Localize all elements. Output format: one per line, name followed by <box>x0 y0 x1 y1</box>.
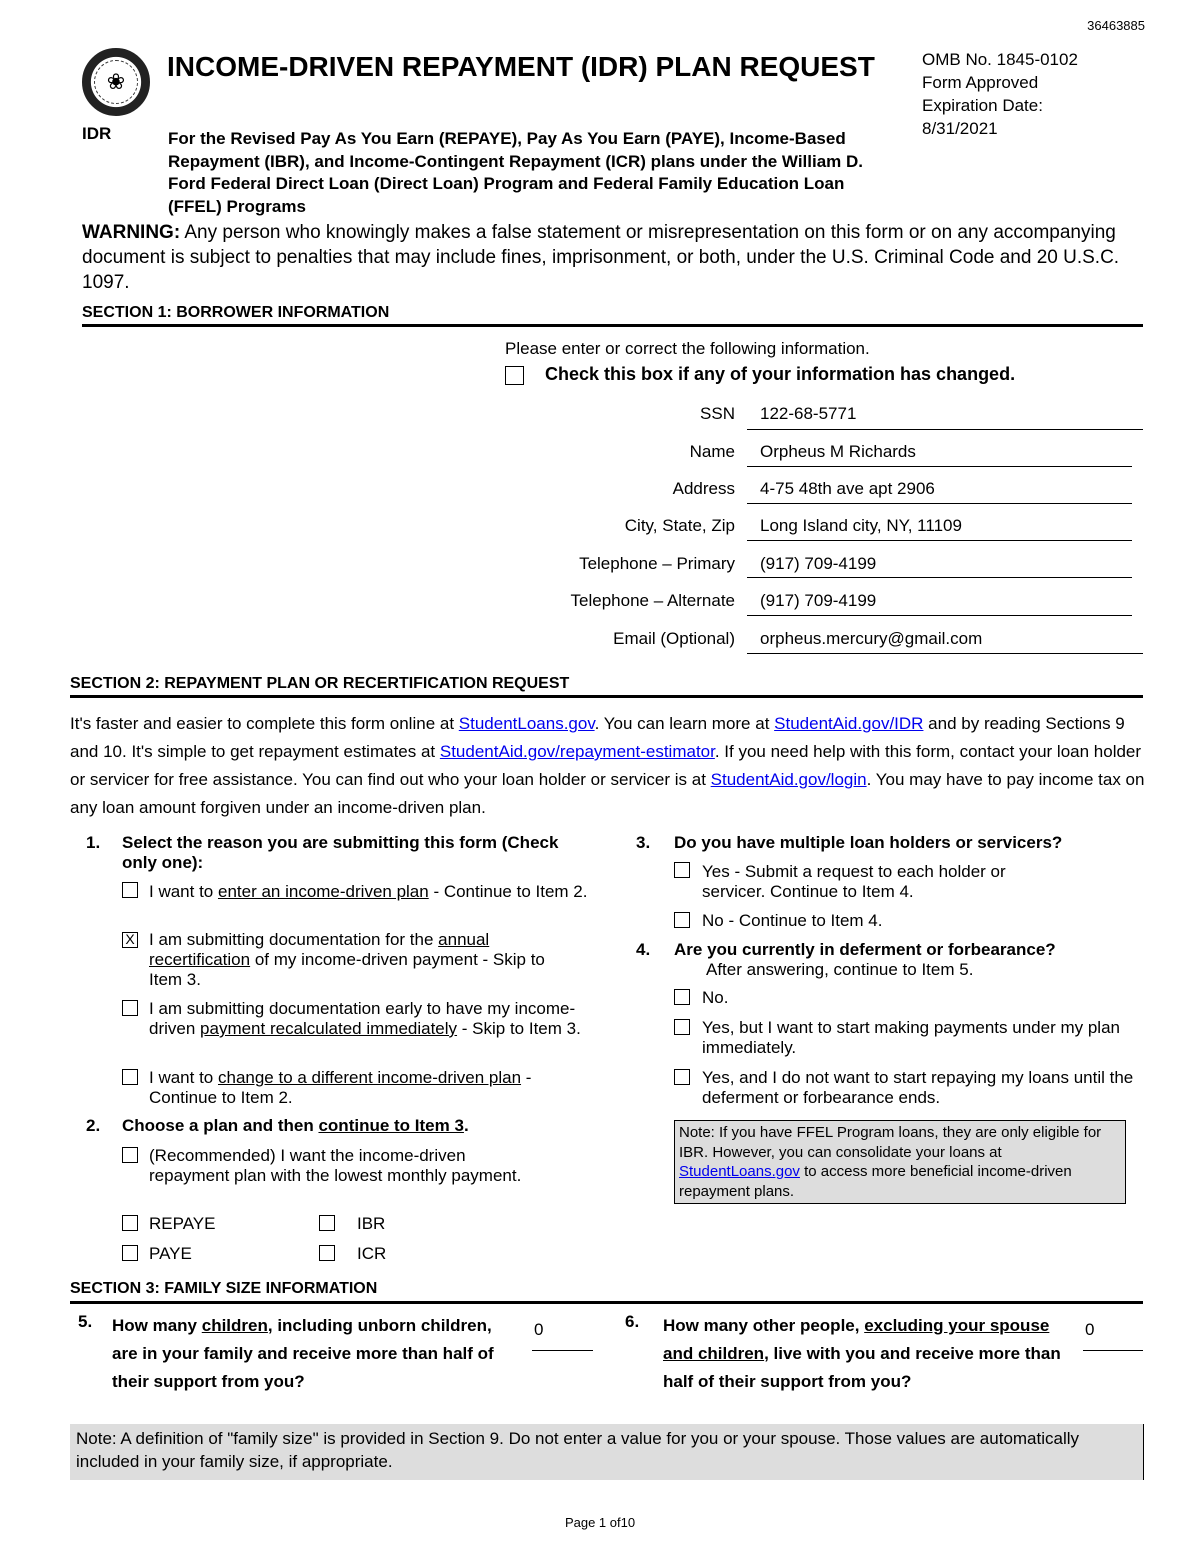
family-size-note: Note: A definition of "family size" is provided in Section 9. Do not enter a value for you or your spouse. Those values are automatically included in your family size, if appropriate. <box>70 1424 1144 1480</box>
q1-question: Select the reason you are submitting this form (Check only one): <box>122 833 559 872</box>
repaye-label: REPAYE <box>149 1214 216 1233</box>
phone-primary-underline <box>747 577 1132 578</box>
section2-title: SECTION 2: REPAYMENT PLAN OR RECERTIFICATION REQUEST <box>70 675 570 692</box>
recommended-plan-checkbox[interactable] <box>122 1147 138 1163</box>
q5-text-u: children <box>201 1316 268 1335</box>
q6-text-a: How many other people, <box>663 1316 865 1335</box>
name-label: Name <box>689 442 735 461</box>
q3-question: Do you have multiple loan holders or servicers? <box>674 833 1063 852</box>
repayment-estimator-link[interactable]: StudentAid.gov/repayment-estimator <box>439 742 715 761</box>
ssn-label: SSN <box>700 404 735 423</box>
address-field[interactable]: 4-75 48th ave apt 2906 <box>760 479 935 498</box>
q1-option-1-checkbox[interactable] <box>122 882 138 898</box>
q1-option-3-checkbox[interactable] <box>122 1000 138 1016</box>
form-approved: Form Approved <box>922 73 1039 92</box>
q3-yes-label: Yes - Submit a request to each holder or servicer. Continue to Item 4. <box>702 862 1006 901</box>
paye-label: PAYE <box>149 1244 192 1263</box>
ffel-note-text-a: Note: If you have FFEL Program loans, they are only eligible for IBR. However, you can consolidate your loans at <box>679 1124 1102 1161</box>
phone-alternate-field[interactable]: (917) 709-4199 <box>760 591 877 610</box>
q1-opt3-a: I am submitting documentation early to have my income-driven <box>149 999 576 1038</box>
city-underline <box>747 540 1132 541</box>
q6-text-u: excluding your spouse and children <box>663 1316 1050 1363</box>
phone-primary-field[interactable]: (917) 709-4199 <box>760 554 877 573</box>
city-state-zip-label: City, State, Zip <box>624 516 735 535</box>
phone-primary-label: Telephone – Primary <box>579 554 735 573</box>
q2-number: 2. <box>86 1116 101 1135</box>
ffel-note-studentloans-link[interactable]: StudentLoans.gov <box>679 1163 800 1180</box>
q1-number: 1. <box>86 833 101 852</box>
q1-option-1-label <box>149 882 589 902</box>
q2-question <box>122 1116 582 1136</box>
q1-option-4-label <box>149 1068 559 1108</box>
recommended-plan-label: (Recommended) I want the income-driven repayment plan with the lowest monthly payment. <box>149 1146 522 1185</box>
ffel-note-text-b: to access more beneficial income-driven repayment plans. <box>679 1163 1072 1200</box>
q4-yes-start-checkbox[interactable] <box>674 1019 690 1035</box>
q3-yes-checkbox[interactable] <box>674 862 690 878</box>
q1-opt1-b: - Continue to Item 2. <box>428 882 588 901</box>
q5-text-b: , including unborn children, are in your family and receive more than half of their support from you? <box>112 1316 494 1391</box>
q1-opt4-u: change to a different income-driven plan <box>217 1068 522 1087</box>
q5-number: 5. <box>78 1312 93 1331</box>
repaye-checkbox[interactable] <box>122 1215 138 1231</box>
q4-yes-start-label: Yes, but I want to start making payments under my plan immediately. <box>702 1018 1120 1057</box>
q1-option-3-label <box>149 999 589 1039</box>
q1-opt2-b: of my income-driven payment - Skip to Item 3. <box>149 950 545 989</box>
section1-rule <box>82 324 1143 327</box>
q6-number: 6. <box>625 1312 640 1331</box>
q4-question: Are you currently in deferment or forbearance? <box>674 940 1056 959</box>
q2-text-a: Choose a plan and then <box>122 1116 319 1135</box>
paye-checkbox[interactable] <box>122 1245 138 1261</box>
warning-label: WARNING: <box>82 222 181 243</box>
q2-text-u: continue to Item 3 <box>318 1116 464 1135</box>
q3-no-label: No - Continue to Item 4. <box>702 911 883 930</box>
ibr-checkbox[interactable] <box>319 1215 335 1231</box>
q6-answer-field[interactable]: 0 <box>1085 1320 1095 1339</box>
page-number: Page 1 of10 <box>564 1515 636 1530</box>
expiration-date: 8/31/2021 <box>922 119 998 138</box>
q1-opt3-b: - Skip to Item 3. <box>457 1019 581 1038</box>
section2-rule <box>70 695 1143 698</box>
q1-opt4-b: - Continue to Item 2. <box>149 1068 532 1107</box>
name-field[interactable]: Orpheus M Richards <box>760 442 916 461</box>
q1-opt2-a: I am submitting documentation for the <box>149 930 439 949</box>
q2-text-b: . <box>463 1116 469 1135</box>
q4-no-label: No. <box>702 988 729 1007</box>
omb-number: OMB No. 1845-0102 <box>922 50 1078 69</box>
intro-text-5: . You may have to pay income tax on any loan amount forgiven under an income-driven plan. <box>70 770 1145 817</box>
intro-text-2: . You can learn more at <box>594 714 775 733</box>
q4-no-checkbox[interactable] <box>674 989 690 1005</box>
form-code: IDR <box>82 124 112 143</box>
info-changed-checkbox[interactable] <box>505 366 524 385</box>
q6-text-b: , live with you and receive more than half of their support from you? <box>663 1344 1061 1391</box>
q4-yes-wait-label: Yes, and I do not want to start repaying my loans until the deferment or forbearance ends. <box>702 1068 1134 1107</box>
q5-answer-field[interactable]: 0 <box>534 1320 544 1339</box>
phone-alternate-underline <box>747 615 1132 616</box>
q3-number: 3. <box>636 833 651 852</box>
section2-intro <box>70 710 1145 822</box>
city-state-zip-field[interactable]: Long Island city, NY, 11109 <box>760 516 962 535</box>
q1-option-2-label <box>149 930 569 990</box>
q6-question <box>663 1312 1083 1396</box>
section1-title: SECTION 1: BORROWER INFORMATION <box>82 304 390 321</box>
warning-text: Any person who knowingly makes a false statement or misrepresentation on this form or on any accompanying document is subject to penalties that may include fines, imprisonment, or both, under the U.S. Criminal Code and 20 U.S.C. 1097. <box>82 222 1120 293</box>
q5-text-a: How many <box>112 1316 202 1335</box>
name-underline <box>747 466 1132 467</box>
q5-underline <box>532 1350 593 1351</box>
q6-underline <box>1083 1350 1143 1351</box>
email-underline <box>747 653 1143 654</box>
section1-instruction: Please enter or correct the following information. <box>505 339 870 358</box>
warning-notice <box>82 220 1142 295</box>
q5-question <box>112 1312 512 1396</box>
expiration-label: Expiration Date: <box>922 96 1043 115</box>
info-changed-label: Check this box if any of your information has changed. <box>545 364 1016 384</box>
form-subtitle: For the Revised Pay As You Earn (REPAYE), Pay As You Earn (PAYE), Income-Based Repayment (IBR), and Income-Contingent Repayment (ICR) plans under the William D. Ford Federal Direct Loan (Direct Loan) Program and Federal Family Education Loan (FFEL) Programs <box>168 129 864 216</box>
email-field[interactable]: orpheus.mercury@gmail.com <box>760 629 983 648</box>
department-seal-icon: ❀ <box>82 48 150 116</box>
form-title: INCOME-DRIVEN REPAYMENT (IDR) PLAN REQUEST <box>167 51 875 82</box>
intro-text-4: . If you need help with this form, contact your loan holder or servicer for free assistance. You can find out who your loan holder or servicer is at <box>70 742 1142 789</box>
ibr-label: IBR <box>357 1214 386 1233</box>
q4-yes-wait-checkbox[interactable] <box>674 1069 690 1085</box>
document-number: 36463885 <box>1087 18 1145 33</box>
q1-option-4-checkbox[interactable] <box>122 1069 138 1085</box>
studentaid-login-link[interactable]: StudentAid.gov/login <box>710 770 867 789</box>
phone-alternate-label: Telephone – Alternate <box>570 591 735 610</box>
intro-text-1: It's faster and easier to complete this form online at <box>70 714 459 733</box>
q1-option-2-checkbox[interactable]: X <box>122 932 138 948</box>
q1-opt1-a: I want to <box>149 882 218 901</box>
q3-no-checkbox[interactable] <box>674 912 690 928</box>
q1-opt2-u: annual recertification <box>149 930 490 969</box>
icr-label: ICR <box>357 1244 387 1263</box>
q4-number: 4. <box>636 940 651 959</box>
section3-title: SECTION 3: FAMILY SIZE INFORMATION <box>70 1280 378 1297</box>
q1-opt3-u: payment recalculated immediately <box>200 1019 458 1038</box>
intro-text-3: and by reading Sections 9 and 10. It's simple to get repayment estimates at <box>70 714 1125 761</box>
address-label: Address <box>672 479 735 498</box>
icr-checkbox[interactable] <box>319 1245 335 1261</box>
q1-opt1-u: enter an income-driven plan <box>217 882 429 901</box>
ssn-field[interactable]: 122-68-5771 <box>760 404 857 423</box>
ssn-underline <box>747 429 1143 430</box>
q1-opt4-a: I want to <box>149 1068 218 1087</box>
section3-rule <box>70 1301 1143 1304</box>
studentloans-link[interactable]: StudentLoans.gov <box>458 714 595 733</box>
studentaid-idr-link[interactable]: StudentAid.gov/IDR <box>774 714 924 733</box>
omb-info <box>922 48 1132 140</box>
q4-subtext: After answering, continue to Item 5. <box>706 960 974 979</box>
email-label: Email (Optional) <box>613 629 735 648</box>
ffel-note <box>674 1120 1126 1204</box>
address-underline <box>747 503 1132 504</box>
